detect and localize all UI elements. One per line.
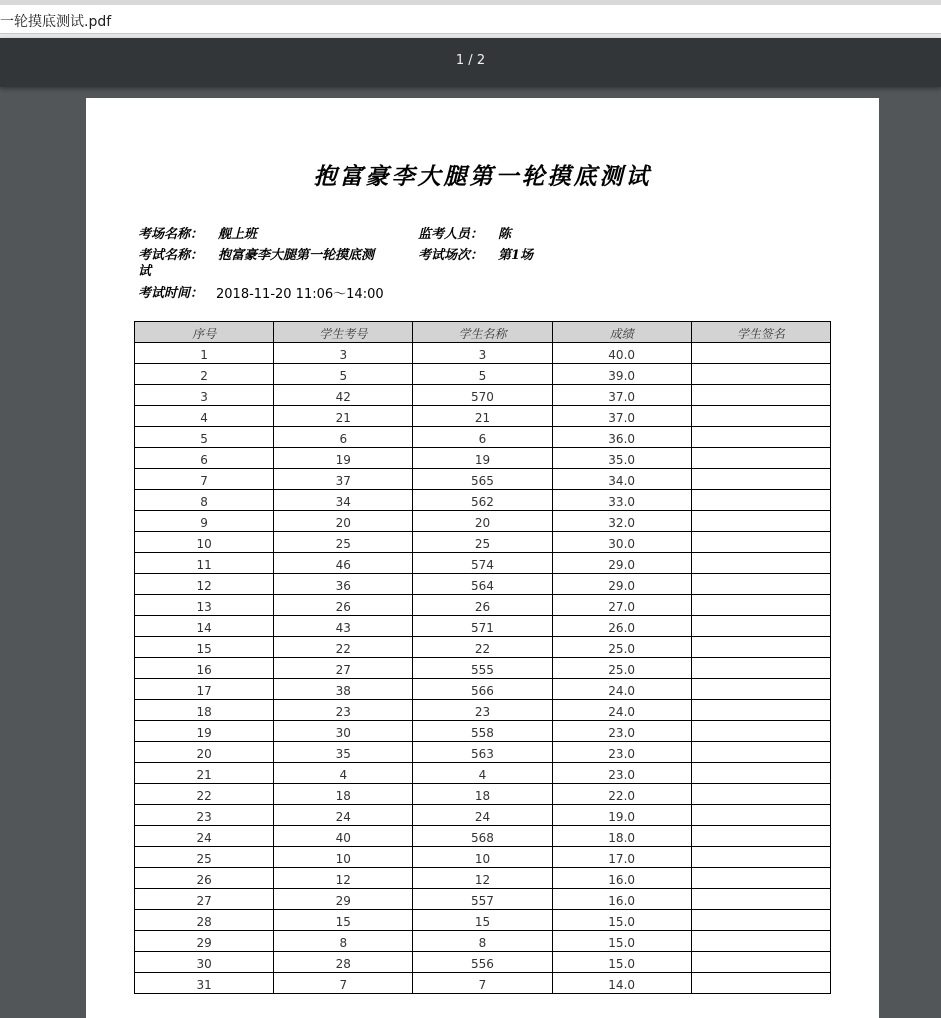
table-row (135, 553, 831, 574)
cell-signature (691, 868, 830, 889)
cell-score: 15.0 (552, 910, 691, 931)
exam-name-label: 考试名称： (138, 248, 204, 263)
cell-index: 20 (135, 742, 274, 763)
cell-student-name: 557 (413, 889, 552, 910)
table-header-row (135, 322, 831, 343)
table-row (135, 973, 831, 994)
cell-signature (691, 973, 830, 994)
table-row (135, 532, 831, 553)
cell-signature (691, 343, 830, 364)
cell-student-id: 24 (274, 805, 413, 826)
cell-student-name: 20 (413, 511, 552, 532)
venue-value: 舰上班 (218, 227, 258, 242)
cell-student-name: 23 (413, 700, 552, 721)
address-bar[interactable] (0, 5, 941, 34)
session-label: 考试场次： (418, 248, 484, 263)
table-row (135, 511, 831, 532)
cell-student-id: 43 (274, 616, 413, 637)
table-row (135, 763, 831, 784)
cell-index: 30 (135, 952, 274, 973)
cell-student-name: 21 (413, 406, 552, 427)
cell-score: 19.0 (552, 805, 691, 826)
score-table (134, 321, 831, 994)
cell-score: 36.0 (552, 427, 691, 448)
cell-student-name: 556 (413, 952, 552, 973)
table-row (135, 637, 831, 658)
exam-time-value: 2018-11-20 11:06～14:00 (216, 287, 384, 302)
cell-index: 25 (135, 847, 274, 868)
table-row (135, 889, 831, 910)
cell-score: 37.0 (552, 406, 691, 427)
cell-student-name: 19 (413, 448, 552, 469)
cell-signature (691, 784, 830, 805)
cell-student-name: 18 (413, 784, 552, 805)
table-row (135, 385, 831, 406)
cell-student-name: 7 (413, 973, 552, 994)
table-row (135, 805, 831, 826)
cell-score: 15.0 (552, 952, 691, 973)
cell-signature (691, 847, 830, 868)
cell-signature (691, 448, 830, 469)
cell-signature (691, 511, 830, 532)
cell-signature (691, 700, 830, 721)
cell-student-id: 23 (274, 700, 413, 721)
table-row (135, 742, 831, 763)
cell-student-name: 6 (413, 427, 552, 448)
cell-signature (691, 490, 830, 511)
cell-score: 22.0 (552, 784, 691, 805)
cell-score: 16.0 (552, 868, 691, 889)
cell-signature (691, 679, 830, 700)
cell-signature (691, 469, 830, 490)
cell-score: 39.0 (552, 364, 691, 385)
proctor-label: 监考人员： (418, 227, 484, 242)
table-row (135, 595, 831, 616)
pdf-page (86, 98, 879, 1018)
table-row (135, 490, 831, 511)
cell-student-name: 566 (413, 679, 552, 700)
cell-signature (691, 763, 830, 784)
cell-student-name: 5 (413, 364, 552, 385)
cell-index: 1 (135, 343, 274, 364)
cell-signature (691, 574, 830, 595)
address-bar-text[interactable]: 一轮摸底测试.pdf (0, 14, 112, 30)
cell-signature (691, 721, 830, 742)
cell-index: 24 (135, 826, 274, 847)
cell-score: 23.0 (552, 742, 691, 763)
session-value: 第1场 (498, 248, 534, 263)
table-row (135, 868, 831, 889)
cell-signature (691, 931, 830, 952)
cell-index: 21 (135, 763, 274, 784)
cell-signature (691, 805, 830, 826)
col-header-score: 成绩 (552, 322, 691, 343)
cell-student-id: 30 (274, 721, 413, 742)
cell-index: 13 (135, 595, 274, 616)
table-row (135, 406, 831, 427)
table-row (135, 721, 831, 742)
cell-student-id: 10 (274, 847, 413, 868)
cell-index: 2 (135, 364, 274, 385)
exam-name-value: 抱富豪李大腿第一轮摸底测 (218, 248, 375, 263)
cell-signature (691, 364, 830, 385)
cell-signature (691, 910, 830, 931)
cell-score: 23.0 (552, 721, 691, 742)
cell-score: 14.0 (552, 973, 691, 994)
cell-student-id: 22 (274, 637, 413, 658)
cell-index: 31 (135, 973, 274, 994)
cell-score: 40.0 (552, 343, 691, 364)
table-row (135, 679, 831, 700)
cell-student-name: 564 (413, 574, 552, 595)
cell-index: 19 (135, 721, 274, 742)
col-header-signature: 学生签名 (691, 322, 830, 343)
cell-student-name: 8 (413, 931, 552, 952)
cell-student-id: 8 (274, 931, 413, 952)
cell-index: 3 (135, 385, 274, 406)
cell-student-name: 568 (413, 826, 552, 847)
cell-index: 8 (135, 490, 274, 511)
cell-student-id: 7 (274, 973, 413, 994)
cell-score: 17.0 (552, 847, 691, 868)
cell-student-name: 570 (413, 385, 552, 406)
cell-student-name: 555 (413, 658, 552, 679)
cell-student-name: 574 (413, 553, 552, 574)
cell-index: 15 (135, 637, 274, 658)
cell-index: 10 (135, 532, 274, 553)
table-row (135, 784, 831, 805)
cell-student-name: 558 (413, 721, 552, 742)
table-row (135, 448, 831, 469)
cell-signature (691, 385, 830, 406)
cell-index: 7 (135, 469, 274, 490)
table-row (135, 658, 831, 679)
cell-student-name: 563 (413, 742, 552, 763)
cell-student-id: 3 (274, 343, 413, 364)
cell-score: 29.0 (552, 553, 691, 574)
cell-student-id: 25 (274, 532, 413, 553)
cell-score: 37.0 (552, 385, 691, 406)
table-row (135, 343, 831, 364)
cell-index: 11 (135, 553, 274, 574)
cell-score: 25.0 (552, 637, 691, 658)
cell-student-id: 35 (274, 742, 413, 763)
cell-signature (691, 889, 830, 910)
cell-student-name: 15 (413, 910, 552, 931)
cell-student-id: 15 (274, 910, 413, 931)
cell-student-id: 36 (274, 574, 413, 595)
cell-score: 33.0 (552, 490, 691, 511)
cell-index: 18 (135, 700, 274, 721)
cell-score: 24.0 (552, 679, 691, 700)
cell-student-id: 18 (274, 784, 413, 805)
cell-student-id: 29 (274, 889, 413, 910)
cell-index: 4 (135, 406, 274, 427)
cell-index: 27 (135, 889, 274, 910)
col-header-student-name: 学生名称 (413, 322, 552, 343)
cell-student-id: 28 (274, 952, 413, 973)
cell-index: 29 (135, 931, 274, 952)
table-row (135, 910, 831, 931)
cell-index: 12 (135, 574, 274, 595)
cell-signature (691, 406, 830, 427)
cell-index: 22 (135, 784, 274, 805)
cell-signature (691, 952, 830, 973)
cell-signature (691, 532, 830, 553)
table-row (135, 364, 831, 385)
cell-student-name: 26 (413, 595, 552, 616)
cell-signature (691, 658, 830, 679)
cell-student-id: 34 (274, 490, 413, 511)
cell-student-id: 37 (274, 469, 413, 490)
table-row (135, 427, 831, 448)
cell-score: 25.0 (552, 658, 691, 679)
table-row (135, 931, 831, 952)
table-row (135, 616, 831, 637)
page-indicator: 1 / 2 (455, 53, 486, 68)
cell-student-name: 3 (413, 343, 552, 364)
cell-score: 32.0 (552, 511, 691, 532)
cell-score: 30.0 (552, 532, 691, 553)
cell-student-id: 20 (274, 511, 413, 532)
table-row (135, 847, 831, 868)
cell-signature (691, 826, 830, 847)
cell-student-id: 6 (274, 427, 413, 448)
cell-student-name: 24 (413, 805, 552, 826)
cell-student-name: 10 (413, 847, 552, 868)
cell-score: 15.0 (552, 931, 691, 952)
cell-score: 23.0 (552, 763, 691, 784)
cell-index: 23 (135, 805, 274, 826)
cell-student-id: 12 (274, 868, 413, 889)
col-header-index: 序号 (135, 322, 274, 343)
cell-student-name: 565 (413, 469, 552, 490)
cell-student-name: 22 (413, 637, 552, 658)
cell-student-id: 46 (274, 553, 413, 574)
table-row (135, 826, 831, 847)
cell-index: 5 (135, 427, 274, 448)
cell-student-name: 4 (413, 763, 552, 784)
cell-student-id: 40 (274, 826, 413, 847)
cell-student-id: 27 (274, 658, 413, 679)
cell-student-id: 19 (274, 448, 413, 469)
cell-student-id: 21 (274, 406, 413, 427)
cell-index: 17 (135, 679, 274, 700)
proctor-value: 陈 (498, 227, 512, 242)
cell-signature (691, 595, 830, 616)
pdf-viewer-toolbar (0, 38, 941, 87)
cell-index: 14 (135, 616, 274, 637)
cell-student-id: 42 (274, 385, 413, 406)
cell-score: 35.0 (552, 448, 691, 469)
cell-signature (691, 553, 830, 574)
cell-score: 18.0 (552, 826, 691, 847)
cell-score: 26.0 (552, 616, 691, 637)
cell-student-id: 26 (274, 595, 413, 616)
cell-student-id: 38 (274, 679, 413, 700)
cell-signature (691, 637, 830, 658)
cell-index: 9 (135, 511, 274, 532)
exam-time-label: 考试时间： (138, 286, 204, 301)
col-header-student-id: 学生考号 (274, 322, 413, 343)
cell-score: 16.0 (552, 889, 691, 910)
cell-student-name: 12 (413, 868, 552, 889)
cell-index: 6 (135, 448, 274, 469)
cell-score: 29.0 (552, 574, 691, 595)
cell-score: 27.0 (552, 595, 691, 616)
table-row (135, 952, 831, 973)
cell-score: 34.0 (552, 469, 691, 490)
cell-student-name: 25 (413, 532, 552, 553)
cell-score: 24.0 (552, 700, 691, 721)
cell-student-id: 5 (274, 364, 413, 385)
table-row (135, 700, 831, 721)
cell-student-name: 571 (413, 616, 552, 637)
cell-signature (691, 616, 830, 637)
cell-index: 28 (135, 910, 274, 931)
table-row (135, 574, 831, 595)
cell-index: 26 (135, 868, 274, 889)
exam-name-value-wrap: 试 (138, 264, 152, 279)
document-title: 抱富豪李大腿第一轮摸底测试 (313, 163, 652, 190)
cell-signature (691, 742, 830, 763)
cell-signature (691, 427, 830, 448)
venue-label: 考场名称： (138, 227, 204, 242)
cell-student-name: 562 (413, 490, 552, 511)
table-body (135, 343, 831, 994)
cell-student-id: 4 (274, 763, 413, 784)
cell-index: 16 (135, 658, 274, 679)
table-row (135, 469, 831, 490)
